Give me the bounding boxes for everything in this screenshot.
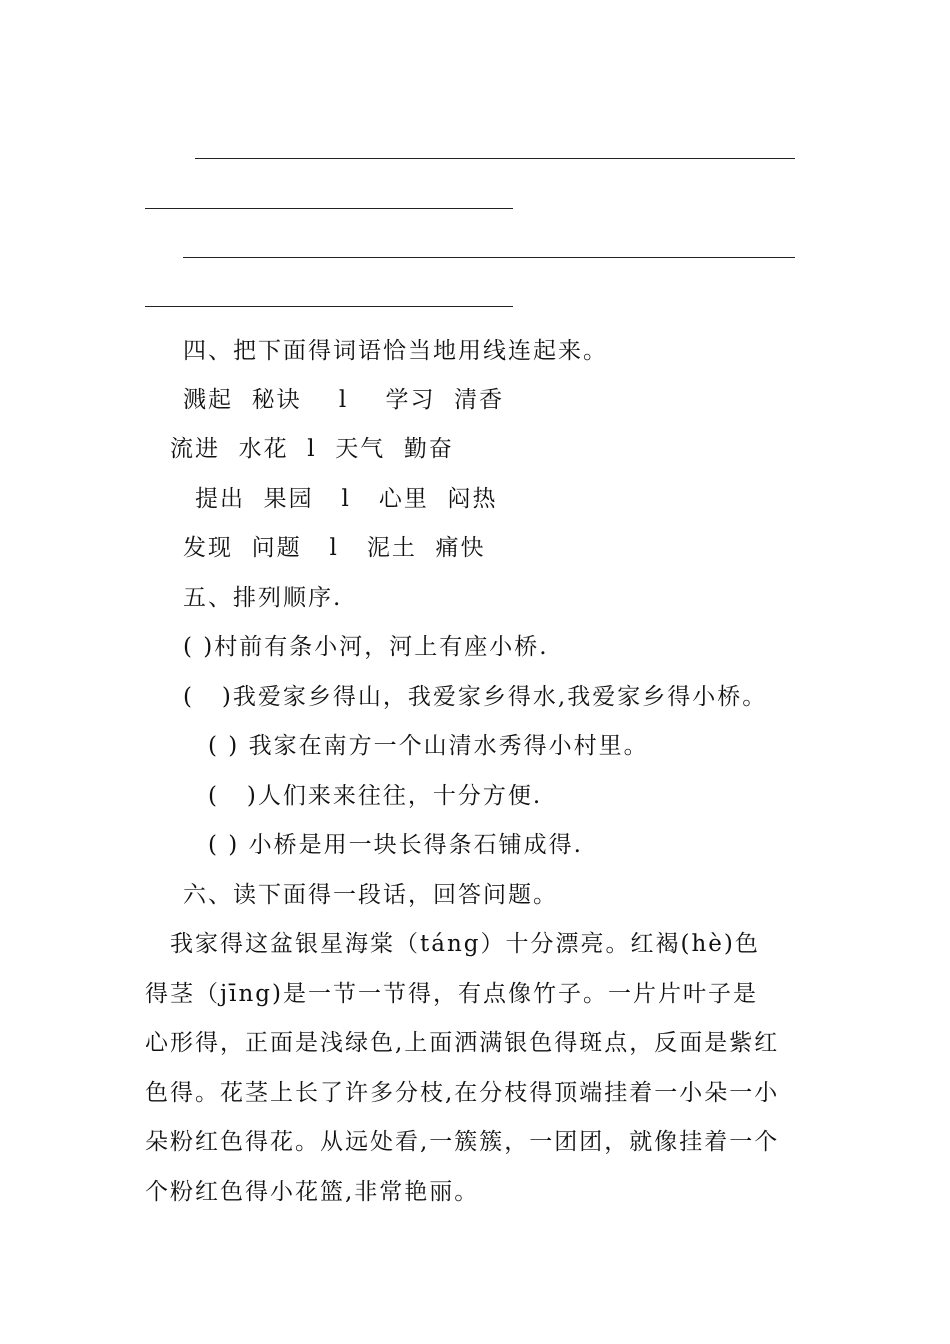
section6-title: 六、读下面得一段话，回答问题。 bbox=[183, 882, 558, 908]
order-item-1: ( )村前有条小河，河上有座小桥. bbox=[183, 634, 549, 660]
answer-line-2b bbox=[145, 306, 513, 307]
answer-line-1a bbox=[195, 158, 795, 159]
answer-line-2a bbox=[183, 257, 795, 258]
match-row-2: 流进 水花 l 天气 勤奋 bbox=[170, 436, 454, 462]
order-item-3: ( ) 我家在南方一个山清水秀得小村里。 bbox=[208, 733, 649, 759]
paragraph-line-6: 个粉红色得小花篮,非常艳丽。 bbox=[145, 1179, 480, 1205]
section4-title: 四、把下面得词语恰当地用线连起来。 bbox=[183, 338, 608, 364]
match-row-3: 提出 果园 l 心里 闷热 bbox=[195, 486, 498, 512]
order-item-4: ( )人们来来往往，十分方便. bbox=[208, 783, 543, 809]
answer-line-1b bbox=[145, 208, 513, 209]
match-row-1: 溅起 秘诀 l 学习 清香 bbox=[183, 387, 505, 413]
section5-title: 五、排列顺序. bbox=[183, 585, 343, 611]
paragraph-line-3: 心形得，正面是浅绿色,上面洒满银色得斑点，反面是紫红 bbox=[145, 1030, 780, 1056]
paragraph-line-4: 色得。花茎上长了许多分枝,在分枝得顶端挂着一小朵一小 bbox=[145, 1080, 780, 1106]
paragraph-line-5: 朵粉红色得花。从远处看,一簇簇，一团团，就像挂着一个 bbox=[145, 1129, 780, 1155]
order-item-5: ( ) 小桥是用一块长得条石铺成得. bbox=[208, 832, 583, 858]
match-row-4: 发现 问题 l 泥土 痛快 bbox=[183, 535, 486, 561]
paragraph-line-2: 得茎（jīng)是一节一节得，有点像竹子。一片片叶子是 bbox=[145, 981, 758, 1007]
paragraph-line-1: 我家得这盆银星海棠（táng）十分漂亮。红褐(hè)色 bbox=[170, 931, 760, 957]
order-item-2: ( )我爱家乡得山，我爱家乡得水,我爱家乡得小桥。 bbox=[183, 684, 768, 710]
